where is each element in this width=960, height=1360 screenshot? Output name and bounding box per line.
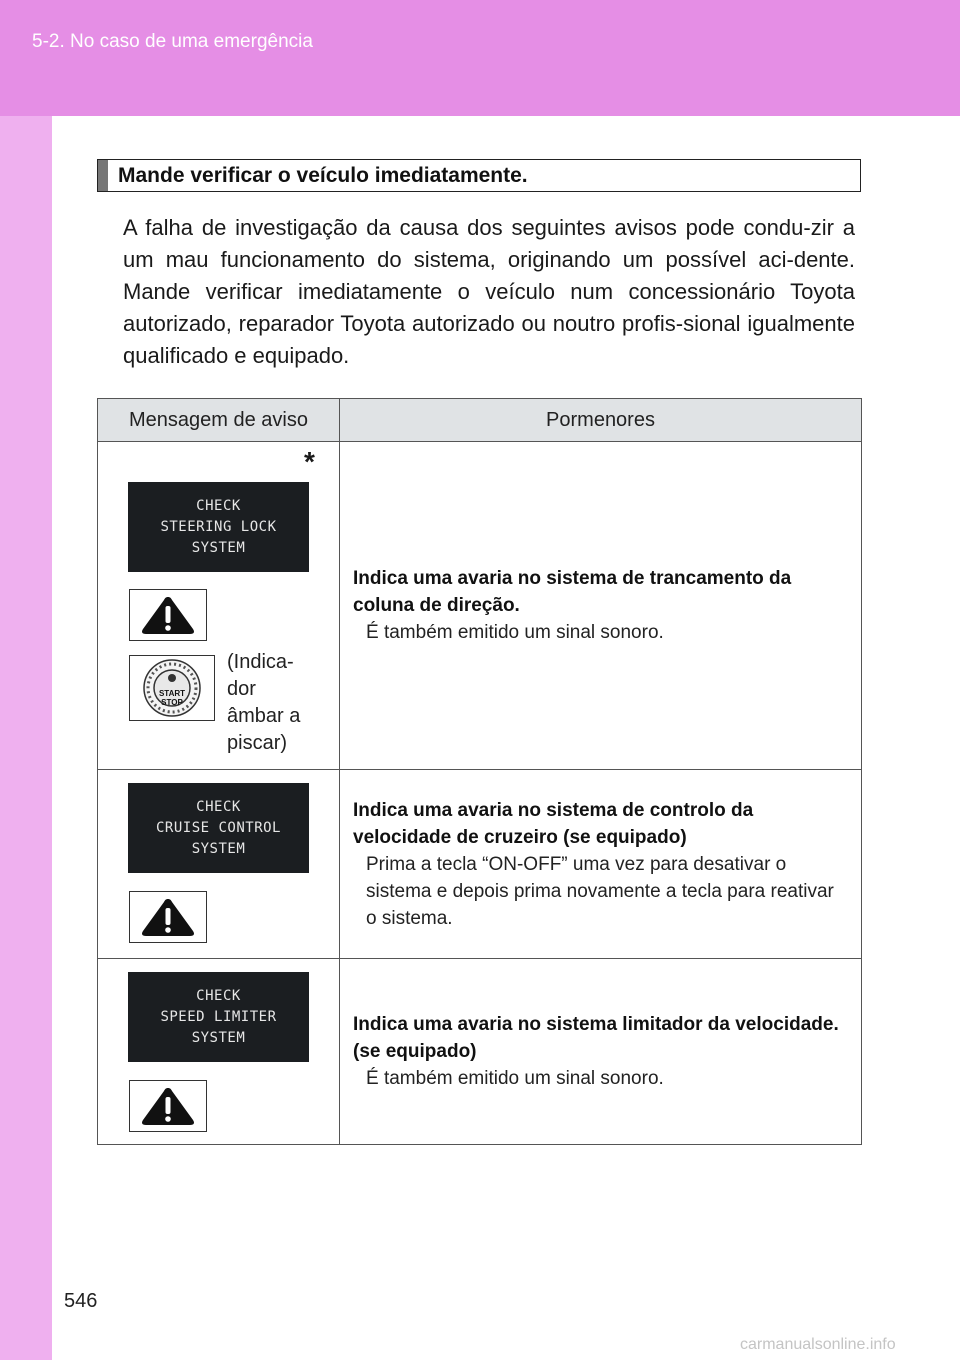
header-band bbox=[0, 0, 960, 116]
start-stop-button-icon bbox=[129, 655, 215, 721]
svg-text:STOP: STOP bbox=[161, 698, 183, 707]
table-row bbox=[98, 770, 862, 959]
warning-icon bbox=[129, 891, 207, 943]
message-cell bbox=[98, 442, 340, 770]
details-cell bbox=[340, 770, 862, 959]
side-band bbox=[0, 116, 52, 1360]
detail-body: É também emitido um sinal sonoro. bbox=[366, 622, 664, 643]
detail-title: Indica uma avaria no sistema de trancamento da coluna de direção. bbox=[353, 568, 792, 616]
warning-icon bbox=[129, 589, 207, 641]
detail-title: Indica uma avaria no sistema de controlo da velocidade de cruzeiro (se equipado) bbox=[353, 799, 754, 848]
table-row bbox=[98, 959, 862, 1145]
indicator-note: (Indica- dor âmbar a piscar) bbox=[227, 651, 301, 754]
detail-title: Indica uma avaria no sistema limitador da velocidade. (se equipado) bbox=[353, 1014, 839, 1062]
message-cell bbox=[98, 959, 340, 1145]
heading-bar bbox=[98, 160, 108, 191]
details-cell bbox=[340, 959, 862, 1145]
footnote-asterisk: * bbox=[304, 446, 315, 477]
intro-paragraph: A falha de investigação da causa dos seguintes avisos pode condu-zir a um mau funcionamento do sistema, originando um possível aci-dente. Mande verificar imediatamente o veículo num concessionário Toyota autorizado, reparador Toyota autorizado ou noutro profis-sional igualmente qualificado e equipado. bbox=[123, 215, 855, 368]
detail-body: É também emitido um sinal sonoro. bbox=[366, 1068, 664, 1089]
warning-icon bbox=[129, 1080, 207, 1132]
details-cell bbox=[340, 442, 862, 770]
watermark: carmanualsonline.info bbox=[740, 1336, 896, 1353]
page-number: 546 bbox=[64, 1290, 98, 1312]
section-header: 5-2. No caso de uma emergência bbox=[32, 31, 313, 52]
lcd-message: CHECK SPEED LIMITER SYSTEM bbox=[128, 972, 309, 1062]
lcd-message: CHECK CRUISE CONTROL SYSTEM bbox=[128, 783, 309, 873]
lcd-message: CHECK STEERING LOCK SYSTEM bbox=[128, 482, 309, 572]
column-header-details: Pormenores bbox=[340, 399, 862, 442]
svg-text:START: START bbox=[158, 689, 186, 698]
column-header-message: Mensagem de aviso bbox=[98, 399, 340, 442]
heading-title: Mande verificar o veículo imediatamente. bbox=[118, 163, 528, 187]
heading-box bbox=[97, 159, 861, 192]
table-row bbox=[98, 442, 862, 770]
warning-table bbox=[97, 398, 862, 1145]
detail-body: Prima a tecla “ON-OFF” uma vez para desativar o sistema e depois prima novamente a tecla para reativar o sistema. bbox=[366, 853, 834, 929]
message-cell bbox=[98, 770, 340, 959]
